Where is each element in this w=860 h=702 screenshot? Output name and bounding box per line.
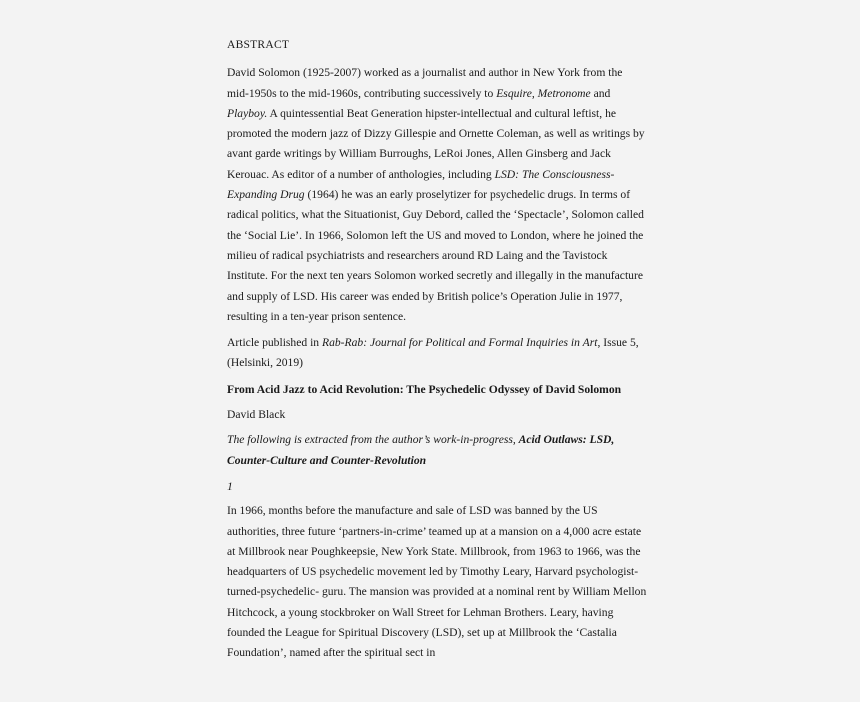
- text-run: Playboy.: [227, 106, 268, 120]
- article-author: David Black: [227, 408, 286, 422]
- section-number-text: 1: [227, 479, 233, 493]
- text-run: Rab-Rab: Journal for Political and Formal Inquiries in Art: [322, 336, 598, 350]
- editorial-note: [227, 430, 647, 471]
- text-run: The following is extracted from the author’s work-in-progress,: [227, 433, 519, 447]
- text-run: LSD: The Consciousness-Expanding Drug: [227, 167, 615, 202]
- section-number: [227, 477, 647, 497]
- text-run: Esquire, Metronome: [496, 86, 591, 100]
- text-run: , Issue 5, (Helsinki, 2019): [227, 336, 639, 370]
- abstract-paragraph: [227, 63, 647, 327]
- publication-note: [227, 333, 647, 374]
- article-title: From Acid Jazz to Acid Revolution: The Psychedelic Odyssey of David Solomon: [227, 382, 622, 396]
- document-body: [227, 33, 647, 670]
- text-run: Article published in: [227, 336, 322, 350]
- text-run: and: [590, 86, 611, 100]
- abstract-heading: ABSTRACT: [227, 38, 290, 51]
- text-run: David Solomon (1925-2007) worked as a journalist and author in New York from the mid-1950s to the mid-1960s, contributing successively to: [227, 66, 623, 100]
- text-run: In 1966, months before the manufacture and sale of LSD was banned by the US authorities, three future ‘partners-in-crime’ teamed up at a mansion on a 4,000 acre estate at Millbrook near Poughkeepsie, New York State. Millbrook, from 1963 to 1966, was the headquarters of US psychedelic movement led by Timothy Leary, Harvard psychologist-turned-psychedelic- guru. The mansion was provided at a nominal rent by William Mellon Hitchcock, a young stockbroker on Wall Street for Lehman Brothers. Leary, having founded the League for Spiritual Discovery (LSD), set up at Millbrook the ‘Castalia Foundation’, named after the spiritual sect in: [227, 504, 647, 660]
- text-run: (1964) he was an early proselytizer for psychedelic drugs. In terms of radical politics, what the Situationist, Guy Debord, called the ‘Spectacle’, Solomon called the ‘Social Lie’. In 1966, Solomon left the US and moved to London, where he joined the milieu of radical psychiatrists and researchers around RD Laing and the Tavistock Institute. For the next ten years Solomon worked secretly and illegally in the manufacture and supply of LSD. His career was ended by British police’s Operation Julie in 1977, resulting in a ten-year prison sentence.: [227, 188, 644, 323]
- text-run: Acid Outlaws: LSD, Counter-Culture and Counter-Revolution: [227, 433, 615, 467]
- text-run: A quintessential Beat Generation hipster-intellectual and cultural leftist, he promoted the modern jazz of Dizzy Gillespie and Ornette Coleman, as well as writings by avant garde writings by William Burroughs, LeRoi Jones, Allen Ginsberg and Jack Kerouac. As editor of a number of anthologies, including: [227, 106, 645, 181]
- article-paragraph: [227, 501, 647, 663]
